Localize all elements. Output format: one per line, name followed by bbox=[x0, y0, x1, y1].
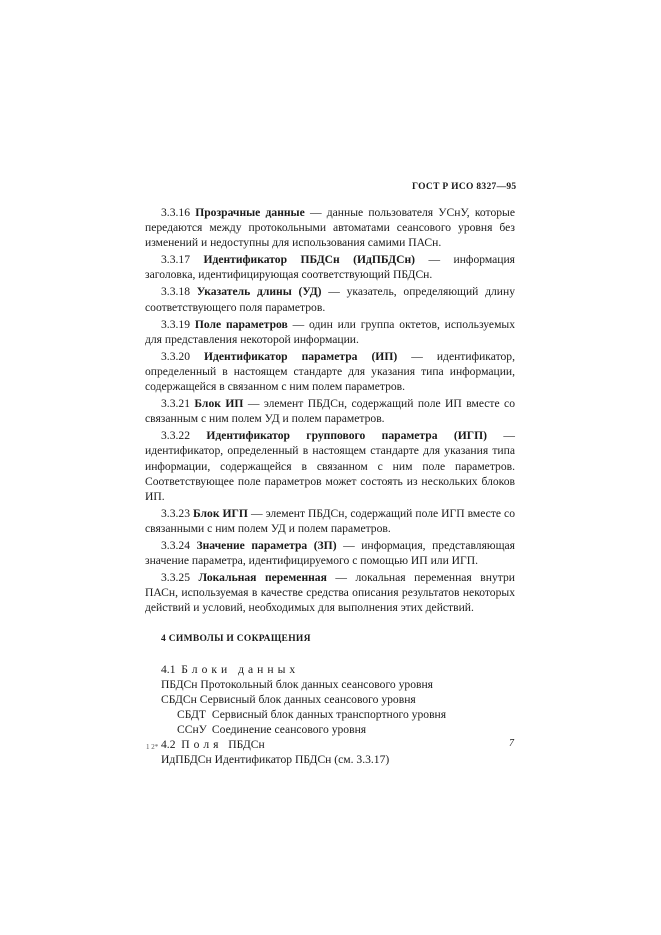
definition-item: 3.3.16 Прозрачные данные — данные пользователя УСнУ, которые передаются между протокольными автоматами сеансового уровня без изменений и недоступны для использования самими ПАСн. bbox=[145, 206, 515, 250]
abbreviation-item: ССнУ Соединение сеансового уровня bbox=[145, 722, 515, 737]
definition-term: Указатель длины (УД) bbox=[196, 285, 322, 299]
abbreviation-key: СБДТ bbox=[177, 707, 206, 721]
definition-item: 3.3.24 Значение параметра (ЗП) — информация, представляющая значение параметра, идентифицируемого с помощью ИП или ИГП. bbox=[145, 538, 515, 568]
abbreviation-item: ИдПБДСн Идентификатор ПБДСн (см. 3.3.17) bbox=[161, 753, 390, 767]
definition-term: Прозрачные данные bbox=[195, 206, 305, 219]
abbreviations-list bbox=[145, 662, 515, 768]
definitions-list bbox=[145, 205, 515, 615]
page-number: 7 bbox=[509, 738, 514, 749]
definition-item: 3.3.21 Блок ИП — элемент ПБДСн, содержащий поле ИП вместе со связанным с ним полем УД и полем параметров. bbox=[145, 397, 515, 426]
definition-item: 3.3.23 Блок ИГП — элемент ПБДСн, содержащий поле ИГП вместе со связанными с ним полем УД и полем параметров. bbox=[145, 506, 515, 535]
subsection-heading: 4.2 Поля ПБДСн bbox=[161, 738, 265, 751]
subsection-heading: 4.1 Блоки данных bbox=[161, 662, 300, 676]
definition-term: Блок ИП bbox=[194, 397, 244, 411]
abbreviation-key: ИдПБДСн bbox=[161, 753, 212, 767]
definition-term: Идентификатор ПБДСн (ИдПБДСн) bbox=[203, 253, 416, 267]
definition-item: 3.3.17 Идентификатор ПБДСн (ИдПБДСн) — информация заголовка, идентифицирующая соответствующий ПБДСн. bbox=[145, 253, 516, 282]
page-body bbox=[145, 205, 515, 767]
definition-term: Поле параметров bbox=[194, 317, 288, 331]
footer-mark: 1 2* bbox=[146, 743, 159, 751]
section-title: 4 СИМВОЛЫ И СОКРАЩЕНИЯ bbox=[161, 634, 311, 645]
abbreviation-key: СБДСн bbox=[161, 692, 197, 706]
definition-item: 3.3.25 Локальная переменная — локальная переменная внутри ПАСн, используемая в качестве средства описания результатов некоторых действий и условий, необходимых для выполнения этих действий. bbox=[145, 571, 515, 615]
definition-term: Идентификатор группового параметра (ИГП) bbox=[206, 429, 488, 443]
definition-item: 3.3.19 Поле параметров — один или группа октетов, используемых для представления некоторой информации. bbox=[145, 317, 516, 346]
definition-term: Значение параметра (ЗП) bbox=[196, 538, 337, 552]
definition-term: Блок ИГП bbox=[193, 506, 248, 520]
abbreviation-item: СБДСн Сервисный блок данных сеансового уровня bbox=[161, 692, 416, 706]
abbreviation-item: ПБДСн Протокольный блок данных сеансового уровня bbox=[161, 677, 434, 691]
definition-term: Локальная переменная bbox=[198, 571, 327, 585]
page-header: ГОСТ Р ИСО 8327—95 bbox=[412, 182, 517, 192]
definition-item: 3.3.20 Идентификатор параметра (ИП) — идентификатор, определенный в настоящем стандарте для указания типа информации, содержащейся в связанном с ним полем параметров. bbox=[145, 349, 515, 394]
definition-term: Идентификатор параметра (ИП) bbox=[204, 349, 398, 363]
definition-item: 3.3.22 Идентификатор группового параметра (ИГП) — идентификатор, определенный в настоящем стандарте для указания типа информации, содержащейся в связанном с ним поле параметров. Соответствующее поле параметров может состоять из нескольких блоков ИП. bbox=[145, 429, 515, 503]
definition-item: 3.3.18 Указатель длины (УД) — указатель, определяющий длину соответствующего поля параметров. bbox=[145, 285, 515, 314]
abbreviation-key: ССнУ bbox=[177, 722, 207, 736]
abbreviation-key: ПБДСн bbox=[161, 677, 198, 691]
abbreviation-item: СБДТ Сервисный блок данных транспортного уровня bbox=[145, 707, 515, 722]
